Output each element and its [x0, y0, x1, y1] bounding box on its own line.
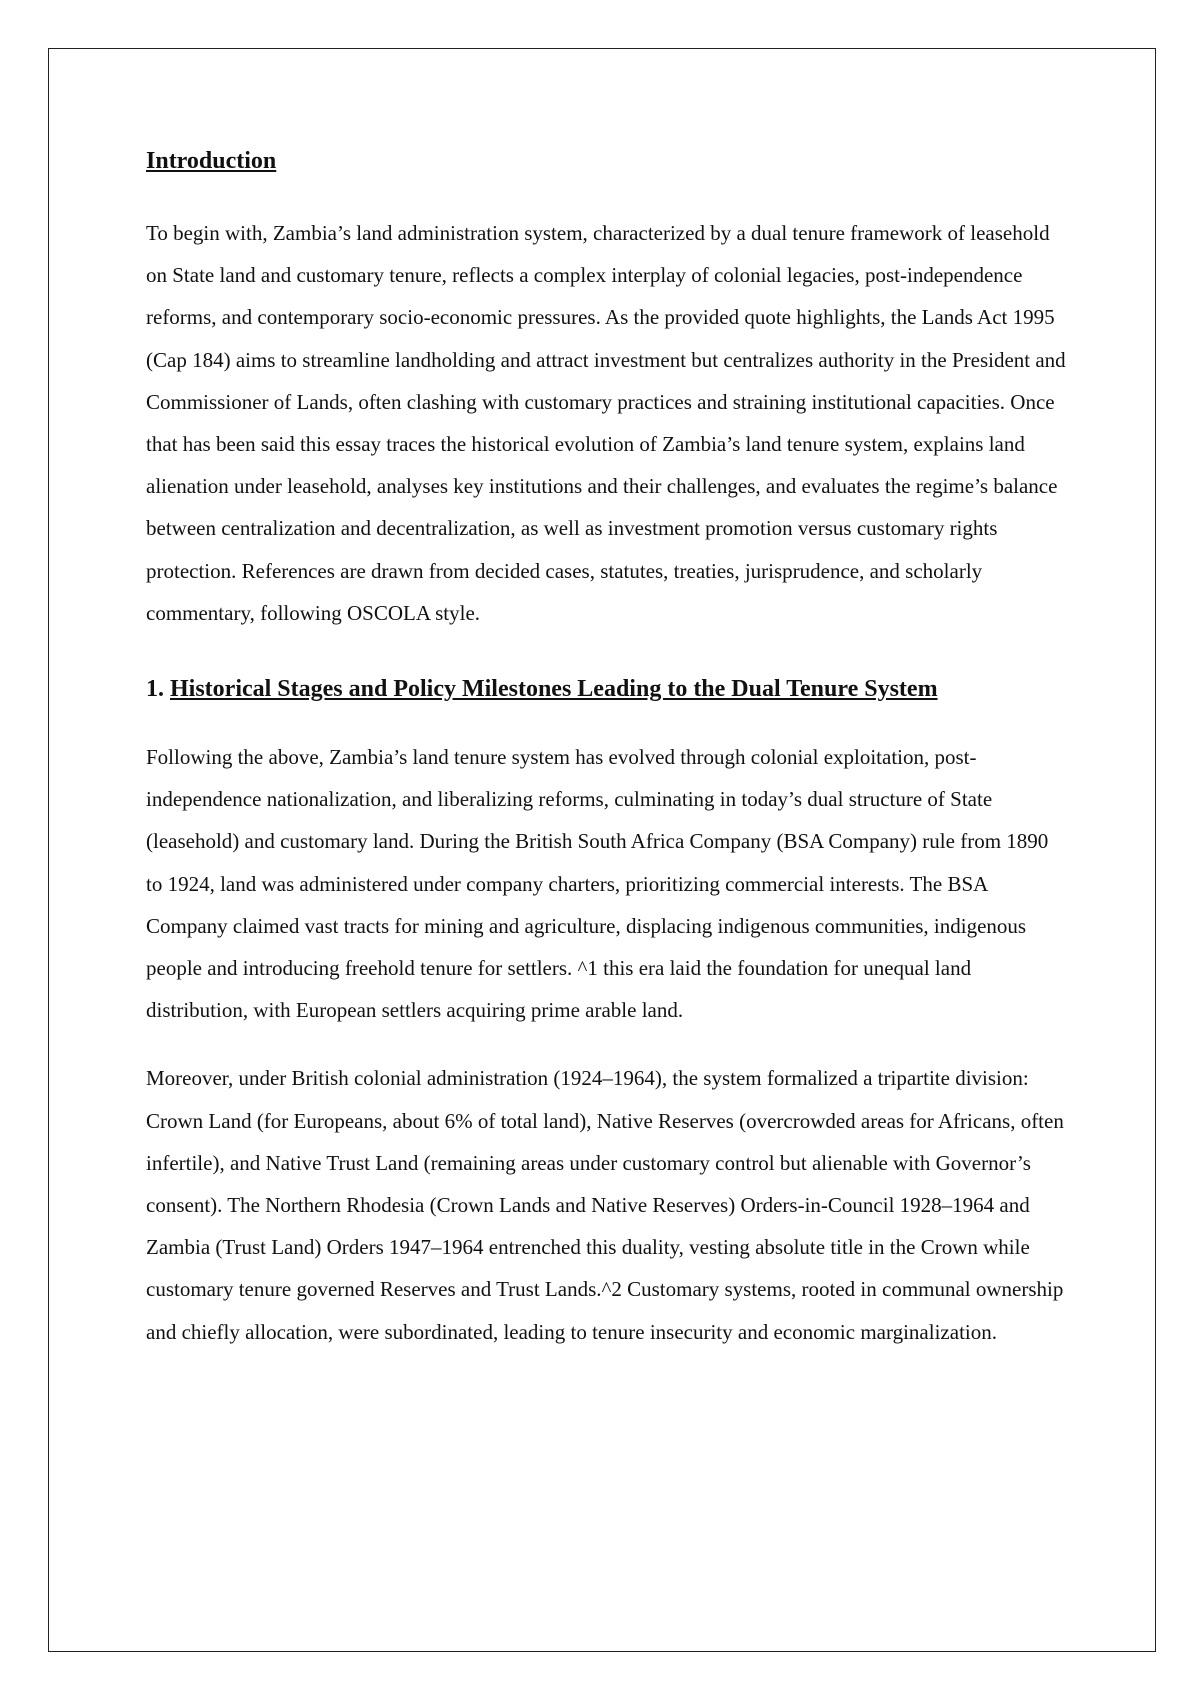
section-1-paragraph-2: Moreover, under British colonial administration (1924–1964), the system formalized a tripartite division: Crown Land (for Europeans, about 6% of total land), Native Reserves (overcrowded areas for Africans, often infertile), and Native Trust Land (remaining areas under customary control but alienable with Governor’s consent). The Northern Rhodesia (Crown Lands and Native Reserves) Orders-in-Council 1928–1964 and Zambia (Trust Land) Orders 1947–1964 entrenched this duality, vesting absolute title in the Crown while customary tenure governed Reserves and Trust Lands.^2 Customary systems, rooted in communal ownership and chiefly allocation, were subordinated, leading to tenure insecurity and economic marginalization. [146, 1066, 1064, 1344]
document-body [146, 140, 1066, 1353]
introduction-paragraph: To begin with, Zambia’s land administration system, characterized by a dual tenure framework of leasehold on State land and customary tenure, reflects a complex interplay of colonial legacies, post-independence reforms, and contemporary socio-economic pressures. As the provided quote highlights, the Lands Act 1995 (Cap 184) aims to streamline landholding and attract investment but centralizes authority in the President and Commissioner of Lands, often clashing with customary practices and straining institutional capacities. Once that has been said this essay traces the historical evolution of Zambia’s land tenure system, explains land alienation under leasehold, analyses key institutions and their challenges, and evaluates the regime’s balance between centralization and decentralization, as well as investment promotion versus customary rights protection. References are drawn from decided cases, statutes, treaties, jurisprudence, and scholarly commentary, following OSCOLA style. [146, 221, 1066, 625]
introduction-heading: Introduction [146, 148, 277, 174]
section-1-number: 1. [146, 676, 164, 703]
section-1-paragraph-1: Following the above, Zambia’s land tenure system has evolved through colonial exploitation, post-independence nationalization, and liberalizing reforms, culminating in today’s dual structure of State (leasehold) and customary land. During the British South Africa Company (BSA Company) rule from 1890 to 1924, land was administered under company charters, prioritizing commercial interests. The BSA Company claimed vast tracts for mining and agriculture, displacing indigenous communities, indigenous people and introducing freehold tenure for settlers. ^1 this era laid the foundation for unequal land distribution, with European settlers acquiring prime arable land. [146, 745, 1049, 1023]
section-1-heading [146, 668, 1066, 710]
section-1-title: Historical Stages and Policy Milestones Leading to the Dual Tenure System [170, 676, 938, 703]
